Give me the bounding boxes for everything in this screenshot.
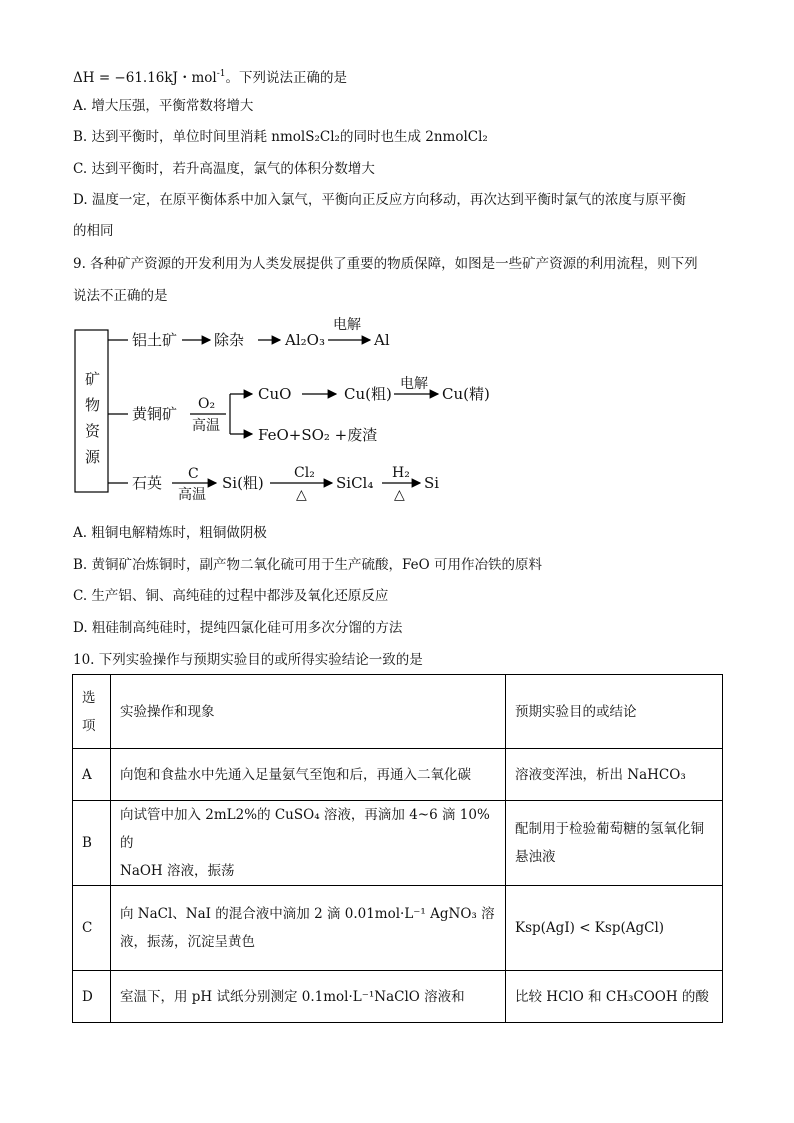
q8-enthalpy: ΔH = −61.16kJ・mol xyxy=(73,70,217,86)
row3-carbon-label: C xyxy=(188,466,199,482)
q9-option-a: A. 粗铜电解精炼时，粗铜做阴极 xyxy=(73,525,267,541)
cuo-label: CuO xyxy=(258,385,292,403)
crude-copper-label: Cu(粗) xyxy=(344,385,392,403)
header-operation: 实验操作和现象 xyxy=(111,675,506,749)
box-char-4: 源 xyxy=(85,448,101,466)
row-a-operation: 向饱和食盐水中先通入足量氨气至饱和后，再通入二氧化碳 xyxy=(111,749,506,801)
impurity-removal-label: 除杂 xyxy=(214,331,245,349)
row3-heat1-label: △ xyxy=(296,487,307,503)
row-a-result: 溶液变浑浊，析出 NaHCO₃ xyxy=(506,749,723,801)
row2-hightemp-label: 高温 xyxy=(192,418,220,434)
q9-option-c: C. 生产铝、铜、高纯硅的过程中都涉及氧化还原反应 xyxy=(73,588,389,604)
box-char-1: 矿 xyxy=(85,370,101,388)
q8-option-d: D. 温度一定，在原平衡体系中加入氯气，平衡向正反应方向移动，再次达到平衡时氯气的浓度与原平衡 xyxy=(73,192,686,208)
row3-heat2-label: △ xyxy=(394,487,405,503)
table-row xyxy=(73,886,723,971)
row2-oxygen-label: O₂ xyxy=(198,396,216,412)
q9-option-b: B. 黄铜矿冶炼铜时，副产物二氧化硫可用于生产硫酸，FeO 可用作冶铁的原料 xyxy=(73,557,542,573)
q8-option-d-cont: 的相同 xyxy=(73,223,114,239)
resource-box-label xyxy=(75,332,107,502)
q8-prompt: 。下列说法正确的是 xyxy=(225,70,347,86)
refined-copper-label: Cu(精) xyxy=(442,385,490,403)
table-row xyxy=(73,801,723,886)
chalcopyrite-label: 黄铜矿 xyxy=(132,405,178,423)
q8-stem-tail: ΔH = −61.16kJ・mol$^{-1}$。下列说法正确的是 xyxy=(73,69,347,86)
q9-option-d: D. 粗硅制高纯硅时，提纯四氯化硅可用多次分馏的方法 xyxy=(73,620,403,636)
alumina-label: Al₂O₃ xyxy=(285,331,325,349)
chlorine-label: Cl₂ xyxy=(294,465,315,481)
row-c-result: Ksp(AgI) < Ksp(AgCl) xyxy=(506,886,723,971)
quartz-label: 石英 xyxy=(132,474,163,492)
box-char-2: 物 xyxy=(85,396,101,414)
q10-table xyxy=(72,674,723,1023)
row-a-label: A xyxy=(73,749,111,801)
row2-electrolysis-label: 电解 xyxy=(400,376,428,392)
q8-option-b: B. 达到平衡时，单位时间里消耗 nmolS₂Cl₂的同时也生成 2nmolCl₂ xyxy=(73,129,488,145)
row-b-operation: 向试管中加入 2mL2%的 CuSO₄ 溶液，再滴加 4~6 滴 10%的 NaOH 溶液，振荡 xyxy=(111,801,506,886)
row-d-operation: 室温下，用 pH 试纸分别测定 0.1mol·L⁻¹NaClO 溶液和 xyxy=(111,971,506,1023)
row-b-result: 配制用于检验葡萄糖的氢氧化铜 悬浊液 xyxy=(506,801,723,886)
box-char-3: 资 xyxy=(85,422,101,440)
q9-stem-line1: 9. 各种矿产资源的开发利用为人类发展提供了重要的物质保障，如图是一些矿产资源的利用流程，则下列 xyxy=(73,256,698,272)
q9-stem-line2: 说法不正确的是 xyxy=(73,288,168,304)
pure-silicon-label: Si xyxy=(424,474,440,492)
sicl4-label: SiCl₄ xyxy=(336,474,374,492)
mineral-flow-diagram xyxy=(72,317,512,510)
feo-so2-slag-label: FeO+SO₂ +废渣 xyxy=(258,426,378,444)
crude-silicon-label: Si(粗) xyxy=(222,474,264,492)
table-row xyxy=(73,749,723,801)
hydrogen-label: H₂ xyxy=(392,465,410,481)
bauxite-label: 铝土矿 xyxy=(132,331,178,349)
header-option: 选 项 xyxy=(73,675,111,749)
row3-hightemp-label: 高温 xyxy=(178,487,206,503)
row-c-operation: 向 NaCl、NaI 的混合液中滴加 2 滴 0.01mol·L⁻¹ AgNO₃ 溶 液，振荡，沉淀呈黄色 xyxy=(111,886,506,971)
aluminum-label: Al xyxy=(374,331,390,349)
row-d-label: D xyxy=(73,971,111,1023)
row1-electrolysis-label: 电解 xyxy=(333,317,361,333)
q8-option-c: C. 达到平衡时，若升高温度，氯气的体积分数增大 xyxy=(73,161,375,177)
row-c-label: C xyxy=(73,886,111,971)
q8-option-a: A. 增大压强，平衡常数将增大 xyxy=(73,98,254,114)
table-header-row xyxy=(73,675,723,749)
header-conclusion: 预期实验目的或结论 xyxy=(506,675,723,749)
table-row xyxy=(73,971,723,1023)
q10-stem: 10. 下列实验操作与预期实验目的或所得实验结论一致的是 xyxy=(73,652,423,668)
row-b-label: B xyxy=(73,801,111,886)
row-d-result: 比较 HClO 和 CH₃COOH 的酸 xyxy=(506,971,723,1023)
